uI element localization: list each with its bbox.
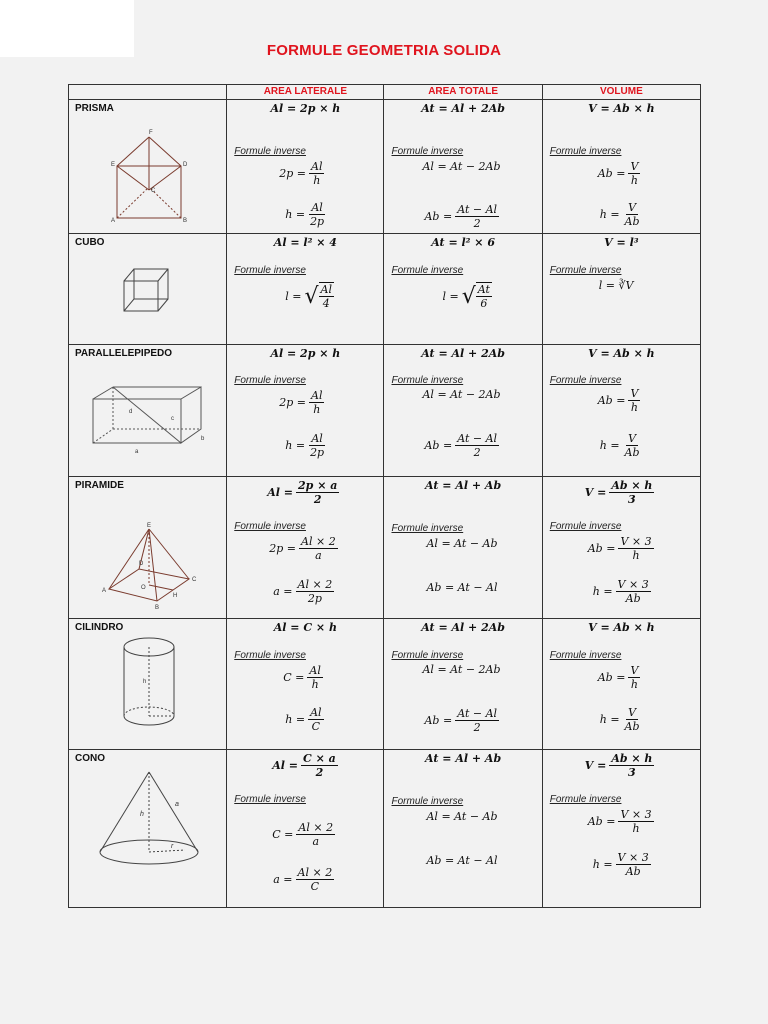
inverse-eq-2: Ab = At − Al [426, 854, 498, 867]
inverse-eq-1: l = √ $\frac{At}{6}$ [442, 283, 490, 310]
inverse-label: Formule inverse [391, 265, 464, 276]
height-label: h [140, 811, 144, 818]
vertex-label: C [192, 577, 197, 583]
inverse-label: Formule inverse [234, 650, 306, 661]
inverse-eq-2: h = $\frac{Al}{2p}$ [285, 432, 325, 459]
parallelepiped-figure [69, 345, 226, 476]
inverse-eq-1: C = $\frac{Al}{h}$ [283, 664, 321, 691]
inverse-eq-1: Al = At − Ab [426, 537, 498, 550]
row-cubo [69, 234, 701, 345]
lateral-formula: Al = $\frac{C \times a}{2}$ [272, 752, 336, 779]
row-parallelepipedo [69, 345, 701, 477]
apothem-label: a [175, 801, 179, 808]
inverse-label: Formule inverse [234, 265, 306, 276]
inverse-label: Formule inverse [391, 146, 464, 157]
row-cilindro [69, 619, 701, 750]
total-formula: At = Al + Ab [425, 479, 502, 492]
vertex-label: E [147, 523, 152, 529]
inverse-label: Formule inverse [234, 794, 306, 805]
lateral-formula: Al = C × h [273, 621, 337, 634]
inverse-label: Formule inverse [549, 265, 622, 276]
inverse-eq-2: h = $\frac{V \times 3}{Ab}$ [592, 851, 649, 878]
height-label: h [143, 679, 147, 685]
inverse-eq-1: Al = At − 2Ab [422, 663, 501, 676]
vertex-label: D [183, 162, 188, 168]
total-formula: At = Al + 2Ab [421, 621, 505, 634]
inverse-eq-1: Ab = $\frac{V \times 3}{h}$ [587, 808, 652, 835]
inverse-eq-1: Al = At − 2Ab [422, 160, 501, 173]
total-formula: At = Al + Ab [425, 752, 502, 765]
inverse-eq-2: h = $\frac{Al}{C}$ [285, 706, 322, 733]
vertex-label: O [141, 585, 146, 591]
inverse-label: Formule inverse [234, 521, 306, 532]
edge-label: a [135, 449, 139, 455]
row-cono [69, 750, 701, 908]
edge-label: d [129, 409, 133, 415]
inverse-eq-1: 2p = $\frac{Al}{h}$ [279, 389, 323, 416]
solid-name: PARALLELEPIPEDO [75, 348, 173, 359]
page-title: FORMULE GEOMETRIA SOLIDA [266, 42, 502, 59]
inverse-label: Formule inverse [549, 375, 622, 386]
lateral-formula: Al = 2p × h [270, 347, 341, 360]
inverse-label: Formule inverse [391, 650, 464, 661]
cylinder-figure [69, 619, 226, 749]
inverse-label: Formule inverse [391, 523, 464, 534]
lateral-formula: Al = 2p × h [270, 102, 341, 115]
inverse-label: Formule inverse [234, 146, 306, 157]
formula-table [68, 84, 701, 908]
solid-name: PRISMA [75, 103, 114, 114]
inverse-eq-1: Ab = $\frac{V}{h}$ [597, 387, 639, 414]
inverse-eq-1: Ab = $\frac{V}{h}$ [597, 664, 639, 691]
inverse-eq-1: Al = At − 2Ab [422, 388, 501, 401]
inverse-eq-2: Ab = $\frac{At - Al}{2}$ [424, 707, 498, 734]
inverse-eq-2: h = $\frac{V}{Ab}$ [599, 201, 640, 228]
inverse-eq-1: l = ∛V [598, 279, 634, 292]
inverse-label: Formule inverse [391, 796, 464, 807]
volume-formula: V = Ab × h [588, 102, 655, 115]
inverse-eq-2: h = $\frac{V \times 3}{Ab}$ [592, 578, 649, 605]
vertex-label: D [139, 561, 144, 567]
vertex-label: F [149, 130, 153, 136]
inverse-eq-2: h = $\frac{V}{Ab}$ [599, 432, 640, 459]
header-empty [69, 85, 227, 100]
inverse-eq-1: 2p = $\frac{Al}{h}$ [279, 160, 323, 187]
cube-figure [69, 234, 226, 344]
inverse-eq-2: a = $\frac{Al \times 2}{C}$ [273, 866, 333, 893]
cone-figure [69, 750, 226, 907]
inverse-eq-2: Ab = $\frac{At - Al}{2}$ [424, 203, 498, 230]
inverse-label: Formule inverse [549, 794, 622, 805]
inverse-eq-1: Al = At − Ab [426, 810, 498, 823]
inverse-eq-1: l = √ $\frac{Al}{4}$ [285, 283, 332, 310]
inverse-eq-1: C = $\frac{Al \times 2}{a}$ [272, 821, 334, 848]
inverse-eq-2: h = $\frac{V}{Ab}$ [599, 706, 640, 733]
total-formula: At = Al + 2Ab [421, 347, 505, 360]
row-prisma [69, 100, 701, 234]
edge-label: b [201, 436, 205, 442]
inverse-eq-2: a = $\frac{Al \times 2}{2p}$ [273, 578, 333, 605]
pyramid-figure [69, 477, 226, 618]
vertex-label: C [151, 188, 156, 194]
solid-name: CILINDRO [75, 622, 124, 633]
row-piramide [69, 477, 701, 619]
header-area-laterale: AREA LATERALE [227, 85, 384, 100]
header-area-totale: AREA TOTALE [384, 85, 542, 100]
sqrt-icon: √ [461, 283, 476, 309]
lateral-formula: Al = l² × 4 [273, 236, 337, 249]
vertex-label: H [173, 593, 178, 599]
vertex-label: A [102, 588, 107, 594]
volume-formula: V = l³ [604, 236, 639, 249]
inverse-label: Formule inverse [549, 650, 622, 661]
prism-figure [69, 100, 226, 233]
inverse-eq-1: Ab = $\frac{V}{h}$ [597, 160, 639, 187]
inverse-label: Formule inverse [549, 521, 622, 532]
sqrt-icon: √ [304, 283, 319, 309]
lateral-formula: Al = $\frac{2p \times a}{2}$ [267, 479, 338, 506]
vertex-label: B [183, 218, 188, 224]
inverse-eq-1: Ab = $\frac{V \times 3}{h}$ [587, 535, 652, 562]
header-row [69, 85, 701, 100]
inverse-eq-2: h = $\frac{Al}{2p}$ [285, 201, 325, 228]
inverse-label: Formule inverse [549, 146, 622, 157]
vertex-label: B [155, 605, 160, 611]
solid-name: PIRAMIDE [75, 480, 124, 491]
vertex-label: A [111, 218, 116, 224]
inverse-eq-2: Ab = At − Al [426, 581, 498, 594]
total-formula: At = l² × 6 [431, 236, 496, 249]
inverse-eq-1: 2p = $\frac{Al \times 2}{a}$ [269, 535, 336, 562]
solid-name: CUBO [75, 237, 105, 248]
solid-name: CONO [75, 753, 105, 764]
volume-formula: V = Ab × h [588, 621, 655, 634]
inverse-label: Formule inverse [391, 375, 464, 386]
radius-label: r [171, 843, 174, 850]
volume-formula: V = Ab × h [588, 347, 655, 360]
vertex-label: E [111, 162, 116, 168]
total-formula: At = Al + 2Ab [421, 102, 505, 115]
inverse-eq-2: Ab = $\frac{At - Al}{2}$ [424, 432, 498, 459]
volume-formula: V = $\frac{Ab \times h}{3}$ [584, 752, 653, 779]
edge-label: c [171, 416, 174, 422]
volume-formula: V = $\frac{Ab \times h}{3}$ [584, 479, 653, 506]
inverse-label: Formule inverse [234, 375, 306, 386]
header-volume: VOLUME [542, 85, 700, 100]
